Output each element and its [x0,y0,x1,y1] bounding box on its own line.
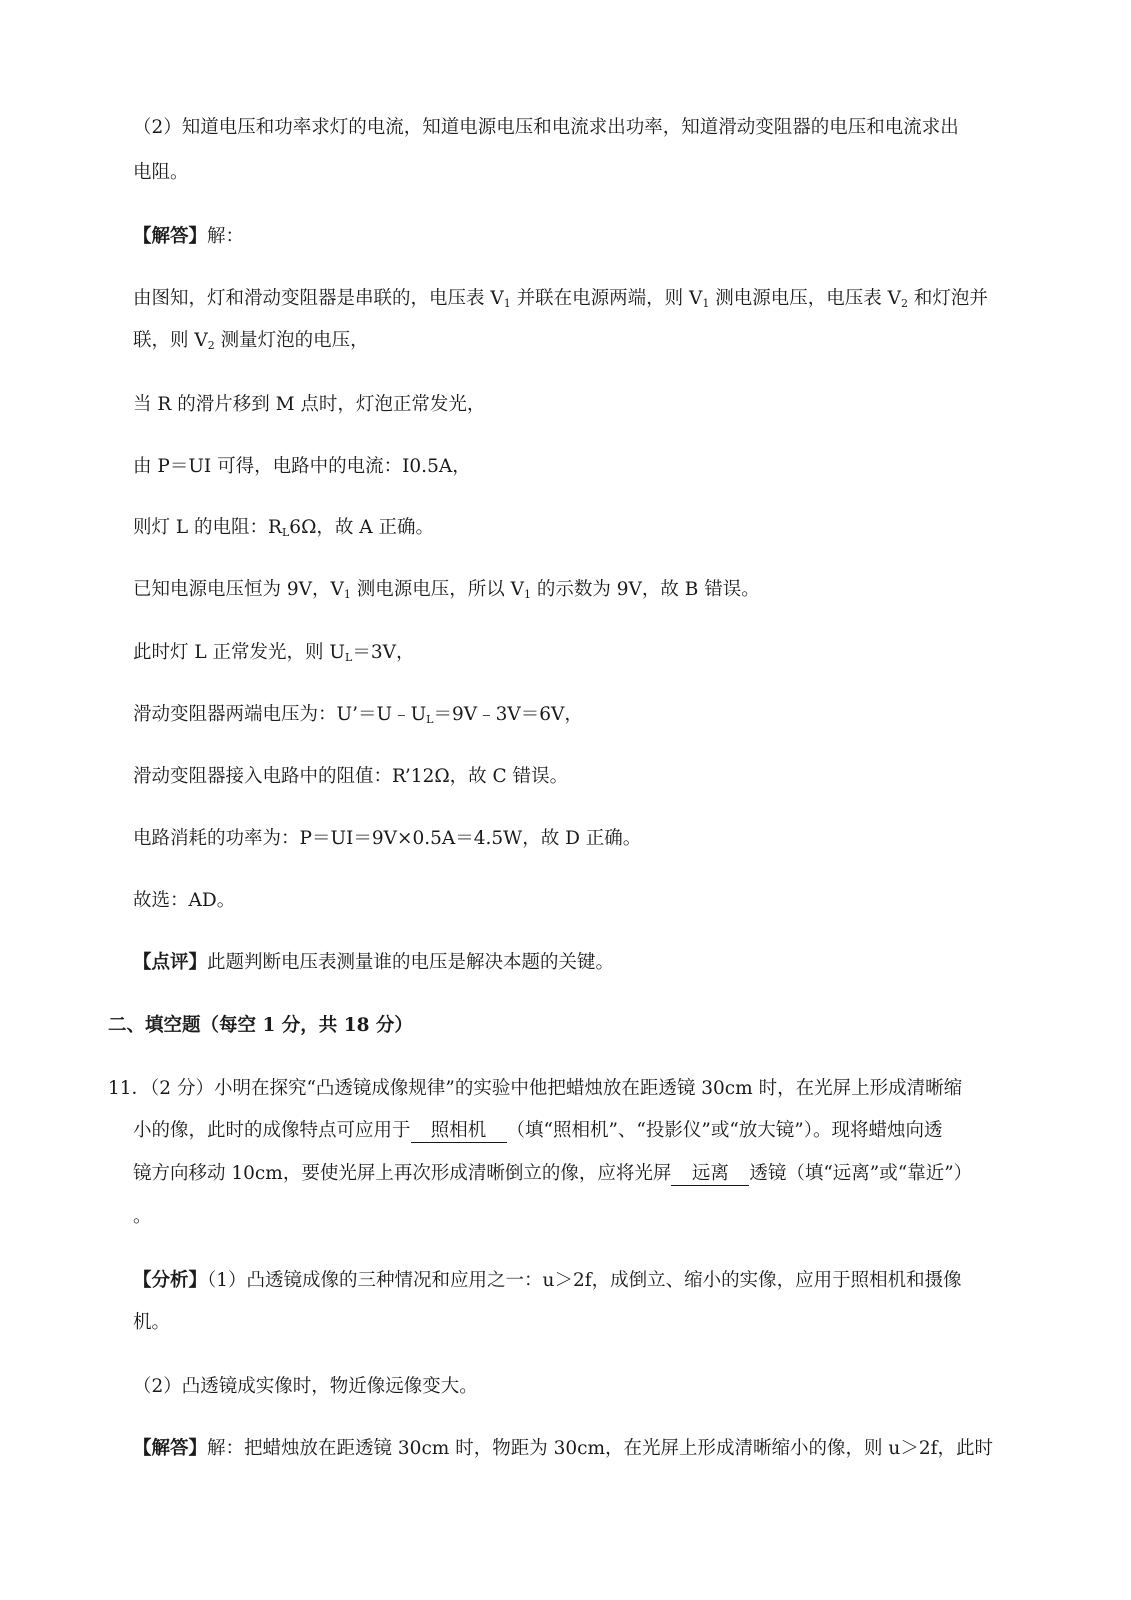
review-label: 【点评】 [133,952,208,973]
text-line: 【解答】解：把蜡烛放在距透镜 30cm 时，物距为 30cm，在光屏上形成清晰缩小的像，则 u＞2f，此时 [133,1438,993,1459]
text-line: 联，则 $V_2$ 测量灯泡的电压， [133,330,369,352]
text-line: 滑动变阻器接入电路中的阻值：R’12Ω，故 C 错误。 [133,766,569,787]
question-11: 11．（2 分）小明在探究“凸透镜成像规律”的实验中他把蜡烛放在距透镜 30cm 时，在光屏上形成清晰缩 [108,1078,963,1099]
answer-blank-1: 照相机 [411,1120,507,1143]
analysis-label: 【分析】 [133,1270,208,1291]
section-title: 二、填空题（每空 1 分，共 18 分） [108,1015,413,1036]
text-line: 机。 [133,1312,171,1333]
text-line: 【分析】（1）凸透镜成像的三种情况和应用之一：u＞2f，成倒立、缩小的实像，应用于照相机和摄像 [133,1270,962,1291]
answer-label: 【解答】 [133,226,208,247]
text-line: 电路消耗的功率为：P＝UI＝9V×0.5A＝4.5W，故 D 正确。 [133,828,642,849]
text-line: 【点评】此题判断电压表测量谁的电压是解决本题的关键。 [133,952,615,973]
answer-label: 【解答】 [133,1438,208,1459]
question-number: 11． [108,1078,151,1099]
text-line: 镜方向移动 10cm，要使光屏上再次形成清晰倒立的像，应将光屏 远离 透镜（填“远离”或“靠近”） [133,1163,973,1184]
text-line: 当 R 的滑片移到 M 点时，灯泡正常发光， [133,394,486,415]
text-line: 故选：AD。 [133,890,236,911]
text-line: 滑动变阻器两端电压为：$U’=U﹣U_L=9V﹣3V=6V$， [133,704,583,726]
text-line: 。 [133,1206,152,1227]
text-line: （2）知道电压和功率求灯的电流，知道电源电压和电流求出功率，知道滑动变阻器的电压和电流求出 [133,117,959,138]
answer-blank-2: 远离 [671,1163,749,1186]
text-line: 电阻。 [133,162,189,183]
text-line: 小的像，此时的成像特点可应用于 照相机 （填“照相机”、“投影仪”或“放大镜”）。现将蜡烛向透 [133,1120,943,1141]
text-line: 由图知，灯和滑动变阻器是串联的，电压表 $V_1$ 并联在电源两端，则 $V_1$ 测电源电压，电压表 $V_2$ 和灯泡并 [133,288,988,310]
text-line: 由 P＝UI 可得，电路中的电流：I0.5A， [133,456,471,477]
text-line: 【解答】解： [133,226,245,247]
text-line: 此时灯 L 正常发光，则 $U_L=3V$， [133,642,415,664]
text-line: 则灯 L 的电阻：$R_L6\Omega$，故 A 正确。 [133,517,435,539]
text-line: 已知电源电压恒为 9V，$V_1$ 测电源电压，所以 $V_1$ 的示数为 9V，故 B 错误。 [133,579,760,601]
text-line: （2）凸透镜成实像时，物近像远像变大。 [133,1376,478,1397]
